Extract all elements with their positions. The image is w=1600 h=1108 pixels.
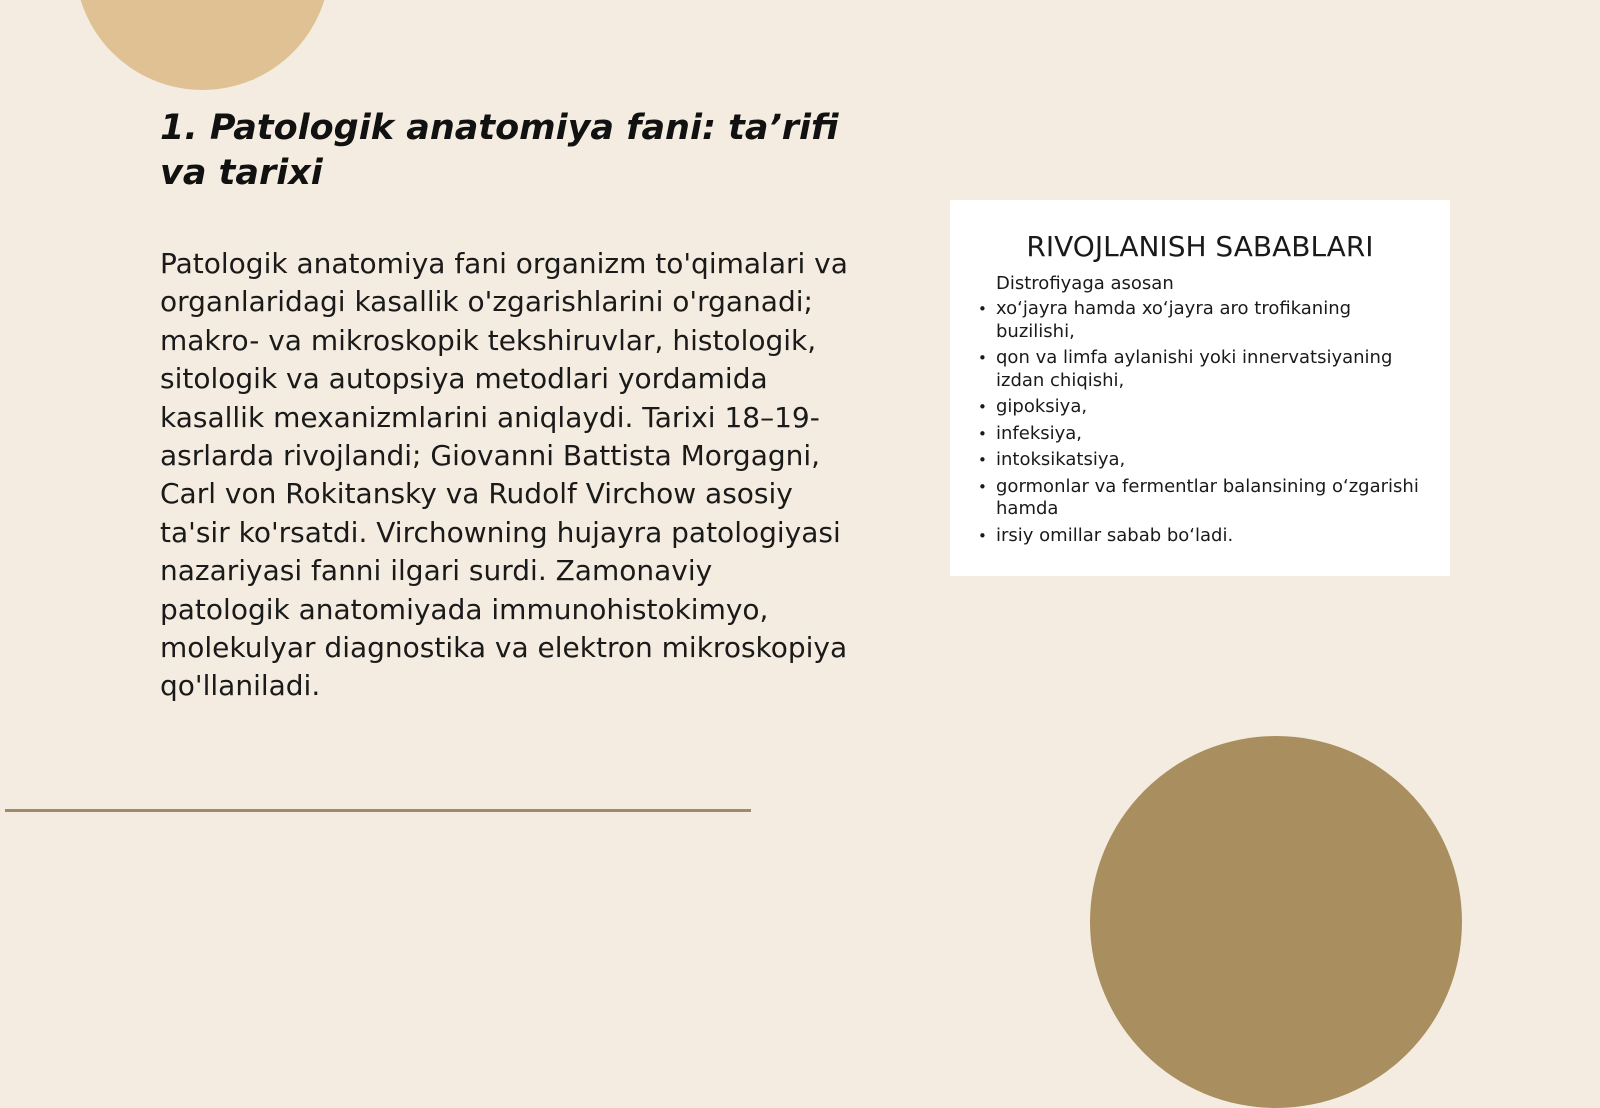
list-item-text: gormonlar va fermentlar balansining o‘zgarishi hamda <box>996 475 1419 519</box>
causes-list <box>978 298 1426 551</box>
list-item-text: gipoksiya, <box>996 396 1088 417</box>
bullet-icon: • <box>978 300 987 318</box>
list-item <box>978 298 1426 343</box>
bullet-icon: • <box>978 451 987 469</box>
list-item <box>978 476 1426 521</box>
list-item <box>978 525 1426 548</box>
bullet-icon: • <box>978 349 987 367</box>
list-item <box>978 423 1426 446</box>
bullet-icon: • <box>978 424 987 443</box>
list-item-text: infeksiya, <box>996 422 1083 444</box>
list-item <box>978 396 1426 419</box>
list-item <box>978 347 1426 392</box>
list-item <box>978 449 1426 472</box>
list-item-text: qon va limfa aylanishi yoki innervatsiyaning izdan chiqishi, <box>996 347 1393 391</box>
bullet-icon: • <box>978 398 987 416</box>
divider-line <box>5 809 751 812</box>
list-item-text: intoksikatsiya, <box>996 449 1126 470</box>
slide-title: 1. Patologik anatomiya fani: ta’rifi va tarixi <box>160 108 839 193</box>
list-item-text: irsiy omillar sabab bo‘ladi. <box>996 524 1234 546</box>
bullet-icon: • <box>978 477 987 496</box>
causes-card <box>950 200 1450 576</box>
card-title: RIVOJLANISH SABABLARI <box>1026 230 1374 263</box>
body-paragraph: Patologik anatomiya fani organizm to'qimalari va organlaridagi kasallik o'zgarishlarini o'rganadi; makro- va mikroskopik tekshiruvlar, histologik, sitologik va autopsiya metodlari yordamida kasallik mexanizmlarini aniqlaydi. Tarixi 18–19-asrlarda rivojlandi; Giovanni Battista Morgagni, Carl von Rokitansky va Rudolf Virchow asosiy ta'sir ko'rsatdi. Virchowning hujayra patologiyasi nazariyasi fanni ilgari surdi. Zamonaviy patologik anatomiyada immunohistokimyo, molekulyar diagnostika va elektron mikroskopiya qo'llaniladi. <box>160 247 848 703</box>
decorative-circle-top <box>75 0 330 90</box>
decorative-circle-bottom <box>1090 736 1462 1108</box>
card-intro: Distrofiyaga asosan <box>996 273 1174 294</box>
list-item-text: xo‘jayra hamda xo‘jayra aro trofikaning buzilishi, <box>996 298 1352 342</box>
bullet-icon: • <box>978 526 987 545</box>
